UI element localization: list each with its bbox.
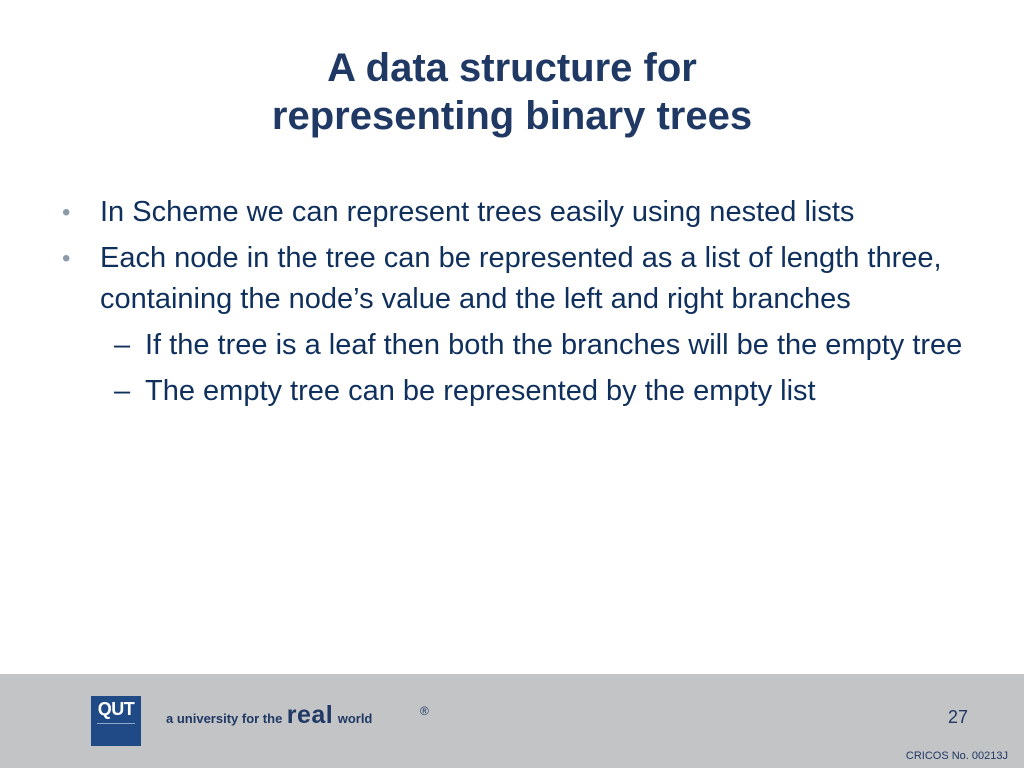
sub-bullet-text: If the tree is a leaf then both the branches will be the empty tree <box>145 329 963 361</box>
dash-marker-icon: – <box>114 329 131 361</box>
tagline-prefix: a university for the <box>166 711 283 726</box>
bullet-marker-icon: • <box>62 245 71 272</box>
footer-bar <box>0 674 1024 768</box>
slide-number: 27 <box>948 707 969 727</box>
slide-title-line2: representing binary trees <box>271 94 753 138</box>
slide-title-line1: A data structure for <box>327 46 697 90</box>
bullet-text: In Scheme we can represent trees easily using nested lists <box>100 196 855 228</box>
registered-mark: ® <box>420 704 429 718</box>
slide-content <box>62 192 982 417</box>
university-tagline <box>166 701 372 730</box>
bullet-item <box>62 238 982 320</box>
dash-marker-icon: – <box>114 375 131 407</box>
logo-divider <box>97 723 135 724</box>
sub-bullet-item <box>114 371 982 412</box>
slide-title <box>0 44 1024 140</box>
sub-bullet-item <box>114 325 982 366</box>
cricos-number: CRICOS No. 00213J <box>905 750 1008 762</box>
bullet-marker-icon: • <box>62 199 71 226</box>
bullet-item <box>62 192 982 233</box>
tagline-real: real <box>286 701 334 729</box>
bullet-text: Each node in the tree can be represented as a list of length three, containing the node’s value and the left and right branches <box>100 242 942 315</box>
sub-bullet-text: The empty tree can be represented by the empty list <box>145 375 816 407</box>
qut-logo <box>91 696 141 746</box>
qut-logo-text: QUT <box>97 699 135 719</box>
tagline-world: world <box>337 711 373 726</box>
